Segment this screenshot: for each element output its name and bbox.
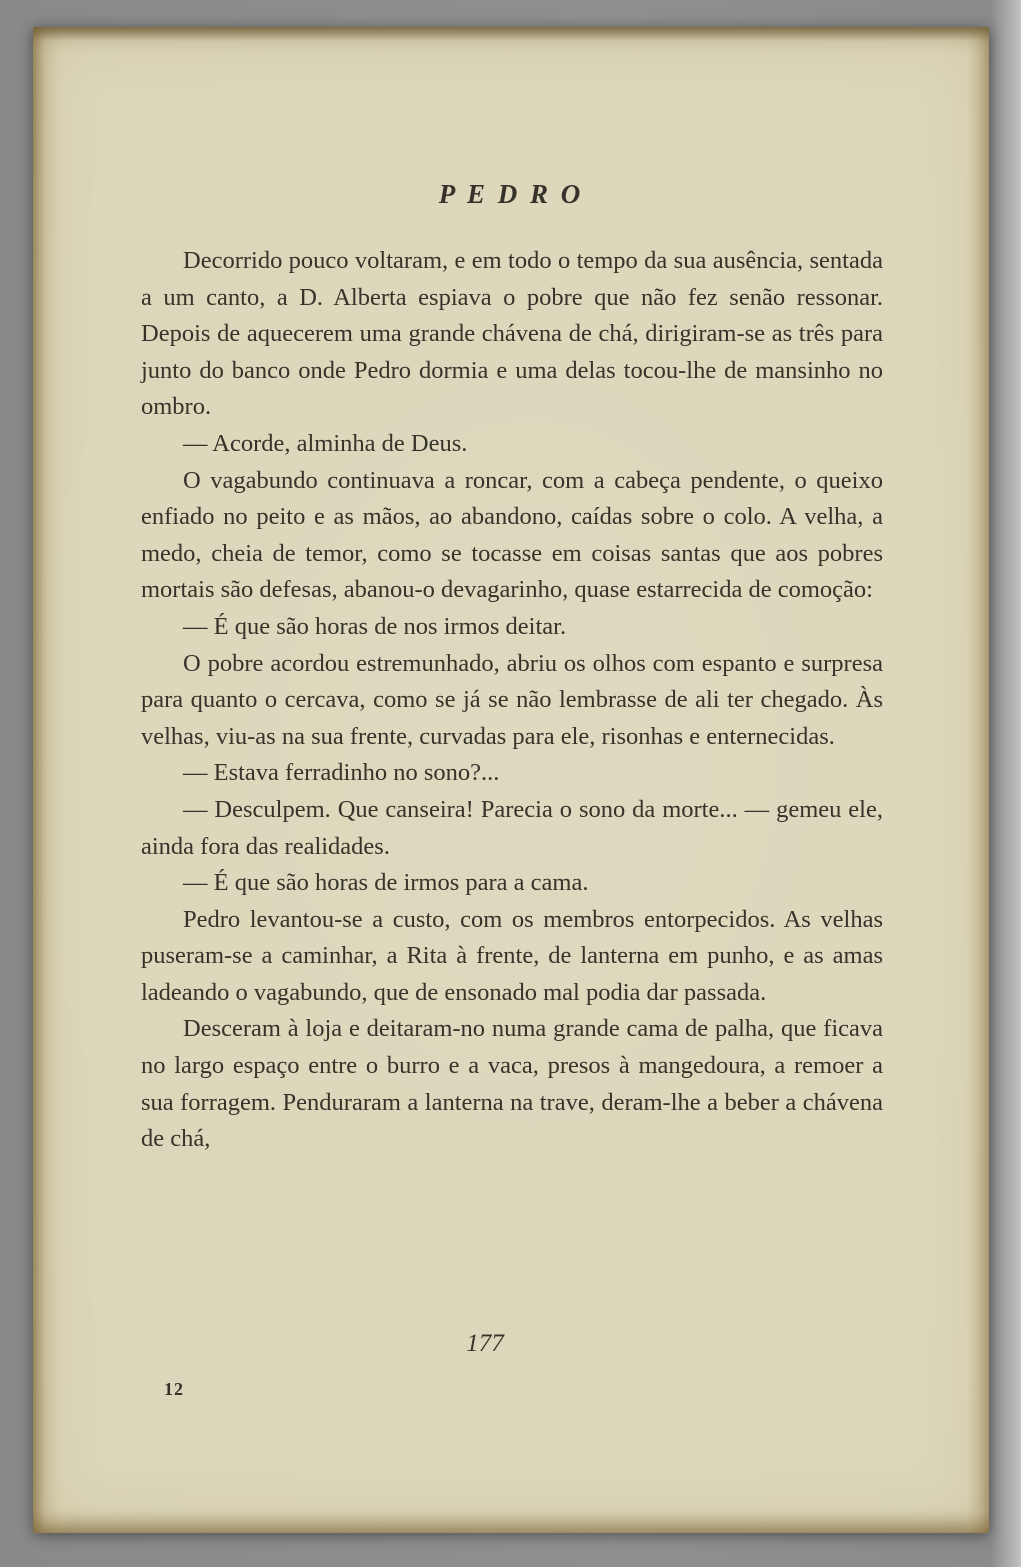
dialogue-line: — Acorde, alminha de Deus. <box>183 429 468 457</box>
signature-mark: 12 <box>164 1379 184 1399</box>
page-title: P E D R O <box>438 179 584 209</box>
book-page <box>33 27 989 1533</box>
paragraph: Pedro levantou-se a custo, com os membros entorpecidos. As velhas puseram-se a caminhar, a Rita à frente, de lanterna em punho, e as amas ladeando o vagabundo, que de ensonado mal podia dar passada. <box>141 905 883 1006</box>
page-number: 177 <box>466 1330 504 1357</box>
paragraph: O pobre acordou estremunhado, abriu os olhos com espanto e surpresa para quanto o cercava, como se já se não lembrasse de ali ter chegado. Às velhas, viu-as na sua frente, curvadas para ele, risonhas e enternecidas. <box>141 649 883 750</box>
dialogue-line: — Desculpem. Que canseira! Parecia o sono da morte... — gemeu ele, ainda fora das realidades. <box>141 795 883 860</box>
paragraph: Decorrido pouco voltaram, e em todo o tempo da sua ausência, sentada a um canto, a D. Alberta espiava o pobre que não fez senão ressonar. Depois de aquecerem uma grande chávena de chá, dirigiram-se as três para junto do banco onde Pedro dormia e uma delas tocou-lhe de mansinho no ombro. <box>141 247 883 421</box>
paragraph: Desceram à loja e deitaram-no numa grande cama de palha, que ficava no largo espaço entre o burro e a vaca, presos à mangedoura, a remoer a sua forragem. Penduraram a lanterna na trave, deram-lhe a beber a chávena de chá, <box>141 1015 883 1153</box>
dialogue-line: — Estava ferradinho no sono?... <box>183 759 500 787</box>
dialogue-line: — É que são horas de irmos para a cama. <box>183 869 589 897</box>
paragraph: O vagabundo continuava a roncar, com a cabeça pendente, o queixo enfiado no peito e as mãos, ao abandono, caídas sobre o colo. A velha, a medo, cheia de temor, como se tocasse em coisas santas que aos pobres mortais são defesas, abanou-o devagarinho, quase estarrecida de comoção: <box>141 466 883 604</box>
text-block <box>141 243 883 1158</box>
dialogue-line: — É que são horas de nos irmos deitar. <box>183 612 567 640</box>
